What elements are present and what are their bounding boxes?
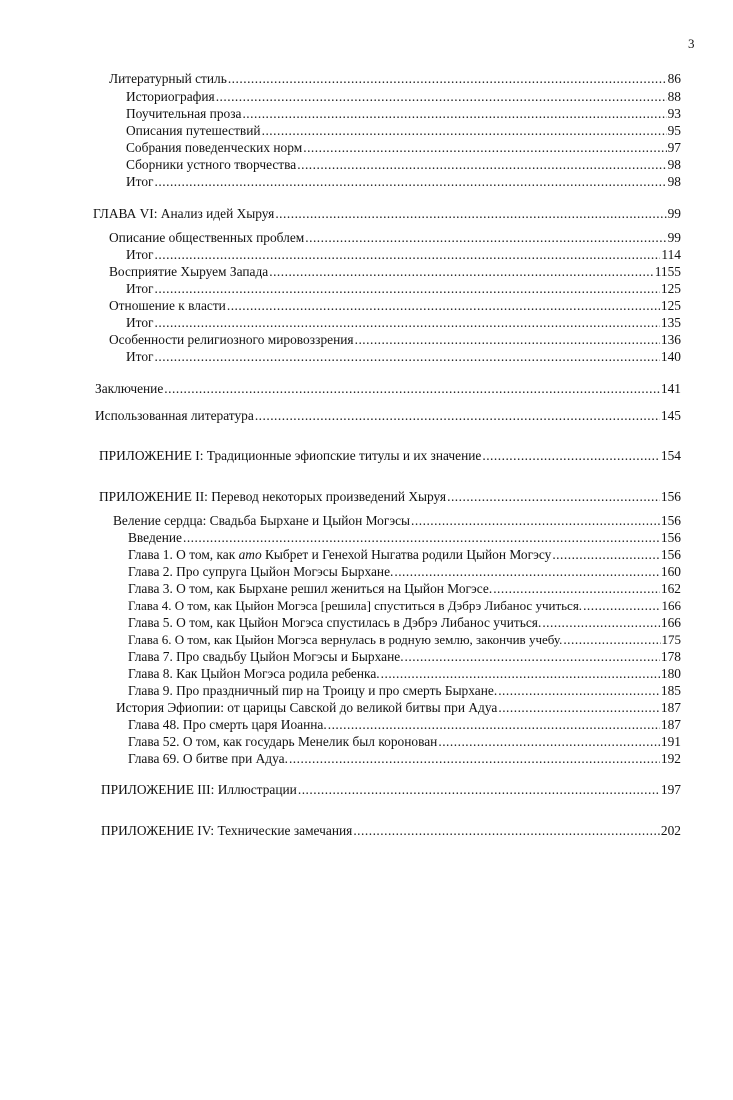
toc-entry-introduction[interactable] xyxy=(128,529,681,546)
toc-entry-title: Литературный стиль xyxy=(109,71,227,86)
toc-entry-chapter-5[interactable] xyxy=(128,614,681,631)
toc-entry-title: Глава 7. Про свадьбу Цыйон Могэсы и Бырхане. xyxy=(128,649,404,664)
toc-entry-page: 145 xyxy=(660,408,681,423)
toc-entry-page: 156 xyxy=(660,489,681,504)
toc-entry-page: 140 xyxy=(660,349,681,364)
toc-entry-chapter-8[interactable] xyxy=(128,665,681,682)
toc-entry-appendix-2[interactable] xyxy=(99,488,681,505)
toc-entry-page: 185 xyxy=(660,683,681,698)
toc-entry-title: Итог xyxy=(126,281,154,296)
toc-entry-title: Глава 4. О том, как Цыйон Могэса [решила] спуститься в Дэбрэ Либанос учиться. xyxy=(128,598,583,613)
toc-entry-chapter-52[interactable] xyxy=(128,733,681,750)
toc-entry-social-problems[interactable] xyxy=(109,229,681,246)
toc-entry-page: 202 xyxy=(660,823,681,838)
toc-entry-page: 166 xyxy=(661,598,681,613)
toc-entry-title: Поучительная проза xyxy=(126,106,242,121)
toc-entry-title: Описания путешествий xyxy=(126,123,261,138)
toc-entry-title: ПРИЛОЖЕНИЕ IV: Технические замечания xyxy=(101,823,353,838)
toc-entry-title: ПРИЛОЖЕНИЕ II: Перевод некоторых произведений Хыруя xyxy=(99,489,447,504)
toc-entry-page: 97 xyxy=(667,140,681,155)
toc-entry-title: ГЛАВА VI: Анализ идей Хыруя xyxy=(93,206,275,221)
toc-entry-page: 160 xyxy=(660,564,681,579)
toc-entry-appendix-3[interactable] xyxy=(101,781,681,798)
toc-entry-title: ПРИЛОЖЕНИЕ I: Традиционные эфиопские титулы и их значение xyxy=(99,448,482,463)
toc-entry-page: 125 xyxy=(660,281,681,296)
toc-entry-page: 125 xyxy=(660,298,681,313)
toc-entry-history-ethiopia[interactable] xyxy=(116,699,681,716)
toc-entry-literary-style[interactable] xyxy=(109,70,681,87)
toc-entry-title: Описание общественных проблем xyxy=(109,230,305,245)
title-italic-word: ато xyxy=(238,547,262,562)
toc-entry-title: Глава 48. Про смерть царя Иоанна. xyxy=(128,717,327,732)
toc-entry-chapter-4[interactable] xyxy=(128,597,681,614)
toc-entry-chapter-6[interactable] xyxy=(93,205,681,222)
toc-entry-page: 197 xyxy=(660,782,681,797)
toc-entry-chapter-7[interactable] xyxy=(128,648,681,665)
toc-entry-appendix-1[interactable] xyxy=(99,447,681,464)
toc-entry-title: Глава 8. Как Цыйон Могэса родила ребенка. xyxy=(128,666,380,681)
toc-entry-page: 98 xyxy=(667,157,681,172)
toc-entry-title: Использованная литература xyxy=(95,408,254,423)
toc-entry-title: Веление сердца: Свадьба Бырхане и Цыйон Могэсы xyxy=(113,513,411,528)
toc-entry-oral-collections[interactable] xyxy=(126,156,681,173)
toc-entry-page: 141 xyxy=(660,381,681,396)
toc-entry-chapter-48[interactable] xyxy=(128,716,681,733)
toc-entry-page: 95 xyxy=(667,123,681,138)
toc-entry-travel-descriptions[interactable] xyxy=(126,122,681,139)
toc-entry-page: 136 xyxy=(660,332,681,347)
toc-entry-page: 175 xyxy=(661,632,681,647)
toc-entry-page: 99 xyxy=(667,230,681,245)
toc-entry-title: Особенности религиозного мировоззрения xyxy=(109,332,354,347)
toc-entry-title: ПРИЛОЖЕНИЕ III: Иллюстрации xyxy=(101,782,297,797)
toc-entry-page: 98 xyxy=(667,174,681,189)
toc-entry-behavior-norms[interactable] xyxy=(126,139,681,156)
toc-entry-title: История Эфиопии: от царицы Савской до великой битвы при Адуа xyxy=(116,700,498,715)
toc-entry-appendix-4[interactable] xyxy=(101,822,681,839)
toc-entry-title: Итог xyxy=(126,174,154,189)
toc-entry-page: 99 xyxy=(667,206,681,221)
toc-entry-title: Историография xyxy=(126,89,215,104)
toc-entry-historiography[interactable] xyxy=(126,88,681,105)
toc-entry-title: Итог xyxy=(126,349,154,364)
toc-entry-page: 180 xyxy=(660,666,681,681)
toc-entry-title: Восприятие Хыруем Запада xyxy=(109,264,269,279)
toc-entry-title: Итог xyxy=(126,247,154,262)
toc-entry-chapter-2[interactable] xyxy=(128,563,681,580)
toc-entry-religious-worldview[interactable] xyxy=(109,331,681,348)
toc-entry-page: 178 xyxy=(660,649,681,664)
toc-entry-page: 156 xyxy=(660,547,681,562)
toc-entry-chapter-3[interactable] xyxy=(128,580,681,597)
toc-entry-title: Глава 9. Про праздничный пир на Троицу и про смерть Бырхане. xyxy=(128,683,498,698)
toc-entry-page: 88 xyxy=(667,89,681,104)
toc-entry-summary[interactable] xyxy=(126,280,681,297)
toc-entry-west-perception[interactable] xyxy=(109,263,681,280)
toc-entry-title: Глава 1. О том, как ато Кыбрет и Генехой Ныгатва родили Цыйон Могэсу xyxy=(128,547,552,562)
toc-entry-title: Глава 2. Про супруга Цыйон Могэсы Бырхане. xyxy=(128,564,394,579)
page-number: 3 xyxy=(688,36,695,51)
toc-entry-page: 156 xyxy=(660,513,681,528)
toc-entry-title: Итог xyxy=(126,315,154,330)
toc-entry-title: Глава 6. О том, как Цыйон Могэса вернулась в родную землю, закончив учебу. xyxy=(128,632,563,647)
toc-entry-page: 187 xyxy=(660,717,681,732)
toc-entry-page: 162 xyxy=(660,581,681,596)
toc-entry-page: 187 xyxy=(660,700,681,715)
toc-entry-summary[interactable] xyxy=(126,173,681,190)
toc-entry-chapter-1[interactable] xyxy=(128,546,681,563)
toc-entry-summary[interactable] xyxy=(126,246,681,263)
toc-entry-page: 166 xyxy=(660,615,681,630)
toc-entry-title: Собрания поведенческих норм xyxy=(126,140,303,155)
toc-entry-attitude-to-power[interactable] xyxy=(109,297,681,314)
toc-entry-title: Заключение xyxy=(95,381,164,396)
toc-entry-references[interactable] xyxy=(95,407,681,424)
toc-entry-page: 93 xyxy=(667,106,681,121)
toc-entry-title: Глава 52. О том, как государь Менелик был коронован xyxy=(128,734,438,749)
toc-entry-chapter-9[interactable] xyxy=(128,682,681,699)
toc-entry-page: 1155 xyxy=(654,264,681,279)
toc-entry-title: Глава 5. О том, как Цыйон Могэса спустилась в Дэбрэ Либанос учиться. xyxy=(128,615,542,630)
toc-entry-conclusion[interactable] xyxy=(95,380,681,397)
toc-entry-title: Введение xyxy=(128,530,182,545)
toc-entry-title: Глава 3. О том, как Бырхане решил жениться на Цыйон Могэсе. xyxy=(128,581,493,596)
toc-entry-page: 86 xyxy=(667,71,681,86)
toc-entry-title: Глава 69. О битве при Адуа. xyxy=(128,751,288,766)
toc-entry-page: 154 xyxy=(660,448,681,463)
toc-entry-chapter-6-story[interactable] xyxy=(128,631,681,648)
toc-entry-heart-call[interactable] xyxy=(113,512,681,529)
toc-entry-summary[interactable] xyxy=(126,314,681,331)
toc-entry-didactic-prose[interactable] xyxy=(126,105,681,122)
toc-entry-summary[interactable] xyxy=(126,348,681,365)
toc-entry-page: 135 xyxy=(660,315,681,330)
toc-entry-title: Отношение к власти xyxy=(109,298,226,313)
toc-entry-page: 114 xyxy=(661,247,681,262)
toc-entry-title: Сборники устного творчества xyxy=(126,157,297,172)
toc-entry-page: 156 xyxy=(660,530,681,545)
toc-entry-page: 192 xyxy=(660,751,681,766)
toc-entry-page: 191 xyxy=(660,734,681,749)
toc-entry-chapter-69[interactable] xyxy=(128,750,681,767)
